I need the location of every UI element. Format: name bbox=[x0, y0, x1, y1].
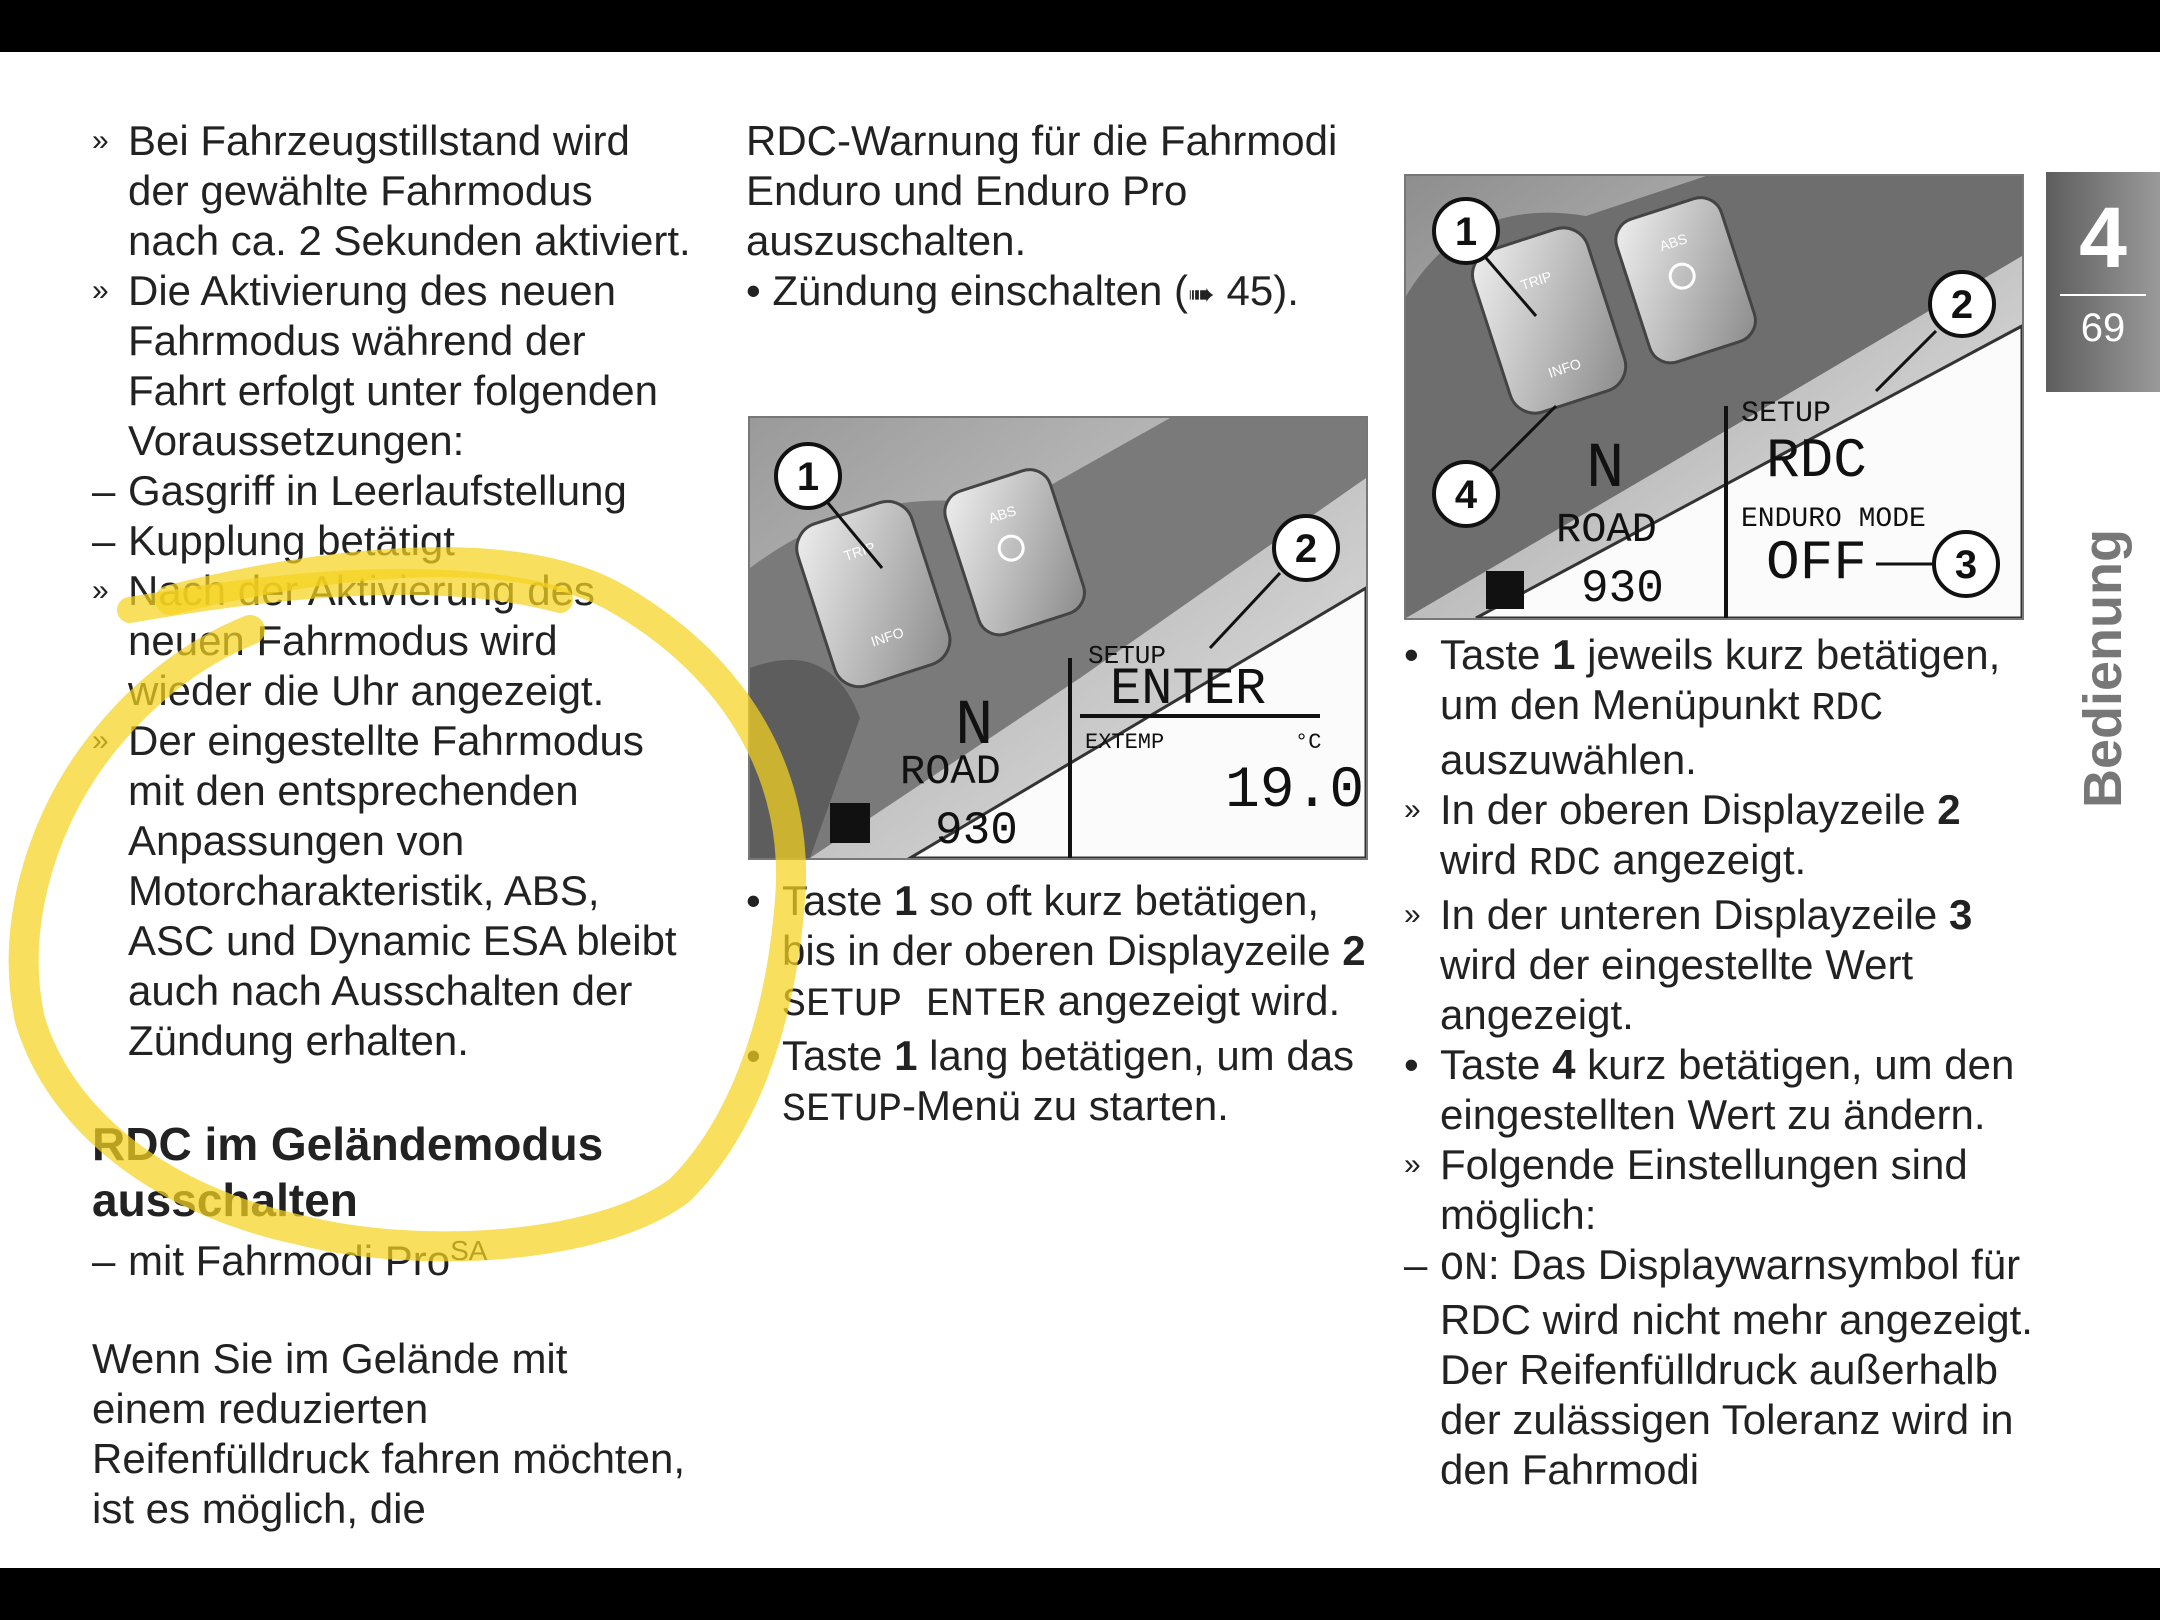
list-item bbox=[1404, 1240, 2044, 1495]
key-number: 3 bbox=[1948, 891, 1973, 938]
step-text: Taste bbox=[1440, 631, 1553, 678]
callout-4-label: 4 bbox=[1454, 473, 1478, 517]
step-text: so oft kurz betätigen, bis in der oberen Displayzeile bbox=[782, 877, 1343, 974]
column-right bbox=[1404, 630, 2044, 1495]
list-item-text: Kupplung betätigt bbox=[128, 517, 455, 564]
page-number: 69 bbox=[2060, 294, 2146, 352]
bullet-marker: • bbox=[746, 877, 761, 924]
step-text: angezeigt wird. bbox=[1046, 977, 1341, 1024]
lcd-main-value: RDC bbox=[1766, 429, 1867, 493]
list-item bbox=[1404, 1140, 2044, 1240]
list-item bbox=[1404, 1040, 2044, 1140]
bullet-marker: » bbox=[1404, 1148, 1421, 1181]
list-item-text: Bei Fahrzeugstillstand wird der gewählte Fahrmodus nach ca. 2 Sekunden aktiviert. bbox=[128, 117, 691, 264]
trip-label: TRIP bbox=[841, 538, 878, 564]
step-text: angezeigt. bbox=[1600, 836, 1807, 883]
callout-1-label: 1 bbox=[1454, 210, 1478, 254]
handlebar-display-illustration bbox=[1406, 176, 2022, 618]
lcd-road-label: ROAD bbox=[1556, 506, 1657, 554]
dash-marker: – bbox=[1404, 1241, 1428, 1288]
list-item bbox=[1404, 630, 2044, 785]
lcd-setup-label: SETUP bbox=[1088, 641, 1167, 671]
info-label: INFO bbox=[1546, 355, 1583, 381]
step-text: -Menü zu starten. bbox=[902, 1082, 1229, 1129]
abs-label: ABS bbox=[986, 502, 1019, 527]
lcd-road-label: ROAD bbox=[900, 748, 1001, 796]
sa-superscript: SA bbox=[450, 1235, 488, 1266]
list-item bbox=[1404, 890, 2044, 1040]
step-text: Zündung einschalten ( bbox=[772, 267, 1189, 314]
callout-3-label: 3 bbox=[1954, 543, 1978, 587]
step-text: wird bbox=[1440, 836, 1529, 883]
step-text: : Das Displaywarnsymbol für RDC wird nicht mehr angezeigt. Der Reifenfülldruck außerhalb der zulässigen Toleranz wird in den Fahrmodi bbox=[1440, 1241, 2033, 1493]
lcd-gear: N bbox=[1586, 434, 1625, 506]
bullet-marker: » bbox=[92, 574, 109, 607]
lcd-temperature: 19.0 bbox=[1225, 759, 1365, 824]
lcd-mode-value: OFF bbox=[1766, 531, 1867, 595]
key-number: 1 bbox=[894, 1032, 918, 1079]
list-item-text: Die Aktivierung des neuen Fahrmodus während der Fahrt erfolgt unter folgenden Voraussetzungen: bbox=[128, 267, 659, 464]
list-item bbox=[92, 466, 692, 516]
lcd-odometer: 930 bbox=[1581, 563, 1664, 615]
list-item-text: mit Fahrmodi Pro bbox=[128, 1237, 451, 1284]
lcd-gear: N bbox=[955, 691, 994, 763]
bullet-marker: » bbox=[92, 274, 109, 307]
display-code: SETUP ENTER bbox=[782, 983, 1047, 1028]
step-text: auszuwählen. bbox=[1440, 736, 1697, 783]
lcd-odometer: 930 bbox=[935, 805, 1018, 857]
lcd-mode-label: ENDURO MODE bbox=[1741, 504, 1926, 535]
list-item bbox=[92, 1236, 692, 1286]
abs-label: ABS bbox=[1657, 230, 1690, 255]
bullet-marker: » bbox=[1404, 898, 1421, 931]
key-number: 2 bbox=[1937, 786, 1961, 833]
display-code: RDC bbox=[1528, 842, 1601, 887]
list-item-text: Nach der Aktivierung des neuen Fahrmodus wird wieder die Uhr angezeigt. bbox=[128, 567, 605, 714]
lcd-main-value: ENTER bbox=[1110, 660, 1267, 719]
lcd-unit: °C bbox=[1295, 730, 1322, 755]
trip-label: TRIP bbox=[1518, 268, 1554, 294]
step-text: wird der eingestellte Wert angezeigt. bbox=[1440, 941, 1914, 1038]
column-middle-steps bbox=[746, 876, 1376, 1136]
dash-marker: – bbox=[92, 467, 116, 514]
list-item bbox=[92, 116, 692, 266]
section-heading: RDC im Geländemodus ausschalten bbox=[92, 1118, 604, 1226]
paragraph: Wenn Sie im Gelände mit einem reduzierten Reifenfülldruck fahren möchten, ist es möglich, die bbox=[92, 1335, 685, 1532]
lcd-setup-label: SETUP bbox=[1741, 397, 1832, 431]
lcd-extemp-label: EXTEMP bbox=[1085, 730, 1165, 755]
chapter-number: 4 bbox=[2079, 190, 2127, 286]
bullet-marker: • bbox=[1404, 631, 1419, 678]
info-label: INFO bbox=[868, 624, 906, 650]
bullet-marker: » bbox=[1404, 793, 1421, 826]
column-middle bbox=[746, 116, 1376, 319]
step-text: Taste bbox=[782, 1032, 895, 1079]
callout-2-label: 2 bbox=[1950, 283, 1974, 327]
list-item bbox=[92, 516, 692, 566]
bullet-marker: • bbox=[746, 1032, 761, 1079]
dash-marker: – bbox=[92, 1237, 116, 1284]
section-label-text: Bedienung bbox=[2073, 529, 2133, 808]
list-item bbox=[746, 876, 1376, 1031]
step-text: Folgende Einstellungen sind möglich: bbox=[1440, 1141, 1968, 1238]
list-item bbox=[746, 266, 1376, 319]
step-text: jeweils kurz betätigen, um den Menüpunkt bbox=[1440, 631, 2001, 728]
page-ref-arrow-icon: ➠ bbox=[1188, 276, 1215, 312]
bullet-marker: » bbox=[92, 124, 109, 157]
list-item-text: Der eingestellte Fahrmodus mit den entsprechenden Anpassungen von Motorcharakteristik, ABS, ASC und Dynamic ESA bleibt auch nach Ausschalten der Zündung erhalten. bbox=[128, 717, 677, 1064]
setup-enter-figure bbox=[748, 416, 1368, 860]
bullet-marker: » bbox=[92, 724, 109, 757]
step-text: In der unteren Displayzeile bbox=[1440, 891, 1949, 938]
list-item bbox=[92, 566, 692, 716]
key-number: 2 bbox=[1342, 927, 1366, 974]
rdc-setup-figure bbox=[1404, 174, 2024, 620]
key-number: 4 bbox=[1552, 1041, 1576, 1088]
column-left bbox=[92, 116, 692, 1534]
bullet-marker: • bbox=[1404, 1041, 1419, 1088]
display-code: SETUP bbox=[782, 1088, 903, 1133]
key-number: 1 bbox=[1552, 631, 1576, 678]
list-item bbox=[92, 716, 692, 1066]
list-item bbox=[1404, 785, 2044, 890]
paragraph: RDC-Warnung für die Fahrmodi Enduro und Enduro Pro auszuschalten. bbox=[746, 117, 1338, 264]
step-text: In der oberen Displayzeile bbox=[1440, 786, 1938, 833]
callout-2-label: 2 bbox=[1294, 527, 1318, 571]
list-item-text: Gasgriff in Leerlaufstellung bbox=[128, 467, 627, 514]
display-code: ON bbox=[1440, 1247, 1489, 1292]
chapter-tab bbox=[2046, 172, 2160, 392]
display-code: RDC bbox=[1811, 687, 1884, 732]
callout-1-label: 1 bbox=[796, 455, 820, 499]
handlebar-display-illustration bbox=[750, 418, 1366, 858]
step-text: Taste bbox=[1440, 1041, 1553, 1088]
key-number: 1 bbox=[894, 877, 918, 924]
bullet-marker: • bbox=[746, 267, 761, 314]
dash-marker: – bbox=[92, 517, 116, 564]
list-item bbox=[92, 266, 692, 466]
step-text: kurz betätigen, um den eingestellten Wert zu ändern. bbox=[1440, 1041, 2015, 1138]
step-text: Taste bbox=[782, 877, 895, 924]
list-item bbox=[746, 1031, 1376, 1136]
page-ref-number[interactable]: 45). bbox=[1214, 267, 1299, 314]
step-text: lang betätigen, um das bbox=[917, 1032, 1355, 1079]
